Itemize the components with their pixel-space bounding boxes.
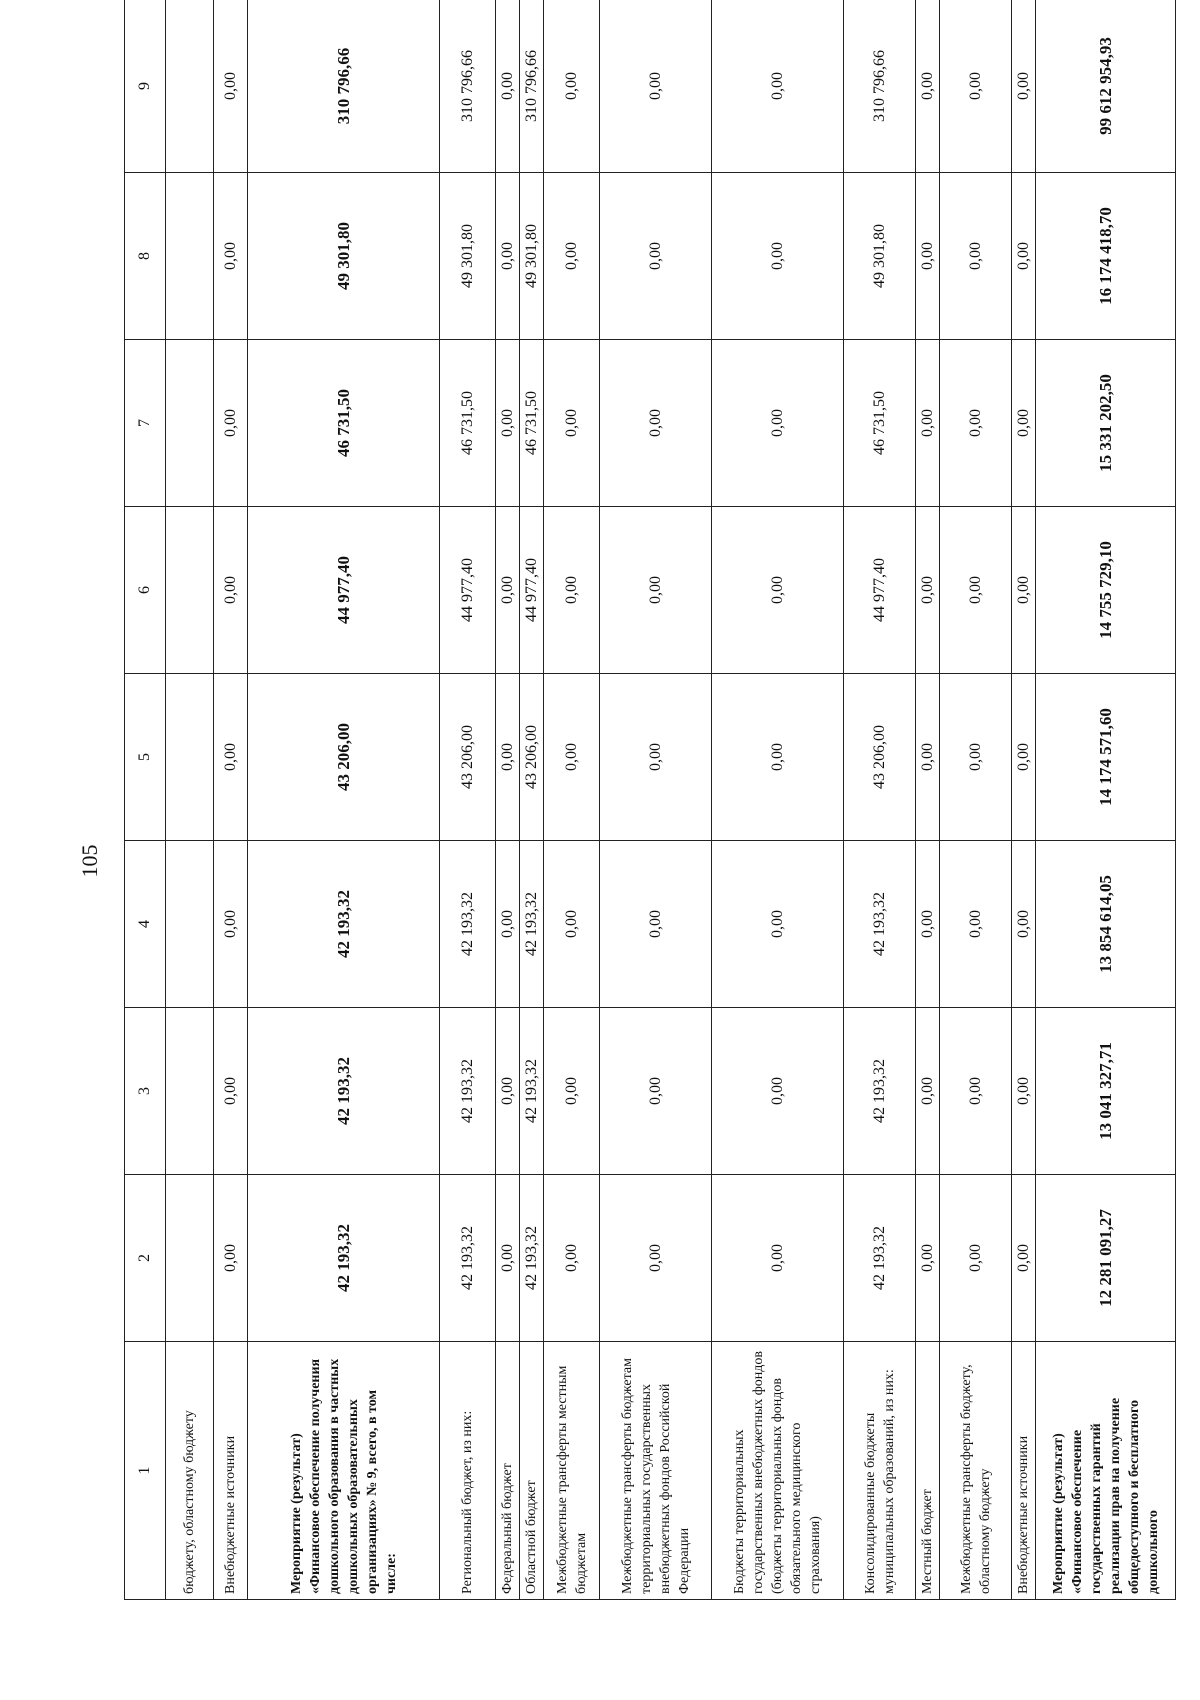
value-cell: 46 731,50 (520, 340, 544, 507)
value-cell: 0,00 (712, 507, 844, 674)
value-cell: 0,00 (940, 674, 1012, 841)
table-row (166, 0, 214, 1600)
value-cell: 0,00 (940, 340, 1012, 507)
row-label: бюджету, областному бюджету (166, 1342, 214, 1600)
value-cell: 0,00 (496, 1175, 520, 1342)
value-cell: 0,00 (1012, 0, 1036, 173)
value-cell: 0,00 (214, 1008, 248, 1175)
value-cell: 0,00 (1012, 173, 1036, 340)
table-row (712, 0, 844, 1600)
column-header: 8 (125, 173, 166, 340)
value-cell: 99 612 954,93 (1036, 0, 1176, 173)
value-cell: 0,00 (1012, 841, 1036, 1008)
table-row (916, 0, 940, 1600)
value-cell: 46 731,50 (844, 340, 916, 507)
table-row (440, 0, 496, 1600)
table-row (520, 0, 544, 1600)
column-header: 3 (125, 1008, 166, 1175)
value-cell: 0,00 (496, 340, 520, 507)
value-cell: 0,00 (496, 674, 520, 841)
page-number: 105 (77, 844, 102, 878)
row-label: Межбюджетные трансферты бюджету, областному бюджету (940, 1342, 1012, 1600)
value-cell: 0,00 (600, 841, 712, 1008)
table-row (600, 0, 712, 1600)
value-cell: 0,00 (916, 507, 940, 674)
value-cell: 42 193,32 (844, 1175, 916, 1342)
value-cell: 0,00 (496, 841, 520, 1008)
table-row (1036, 0, 1176, 1600)
value-cell: 0,00 (712, 0, 844, 173)
value-cell: 0,00 (544, 340, 600, 507)
value-cell: 0,00 (214, 507, 248, 674)
value-cell: 42 193,32 (844, 1008, 916, 1175)
value-cell: 44 977,40 (440, 507, 496, 674)
table-row (248, 0, 440, 1600)
value-cell: 42 193,32 (440, 841, 496, 1008)
value-cell: 42 193,32 (248, 1008, 440, 1175)
row-label: Межбюджетные трансферты местным бюджетам (544, 1342, 600, 1600)
value-cell: 0,00 (1012, 674, 1036, 841)
value-cell: 42 193,32 (440, 1175, 496, 1342)
row-label: Региональный бюджет, из них: (440, 1342, 496, 1600)
value-cell: 49 301,80 (440, 173, 496, 340)
value-cell: 0,00 (544, 173, 600, 340)
value-cell: 0,00 (712, 674, 844, 841)
value-cell: 46 731,50 (248, 340, 440, 507)
value-cell: 310 796,66 (248, 0, 440, 173)
value-cell: 43 206,00 (844, 674, 916, 841)
value-cell: 310 796,66 (844, 0, 916, 173)
value-cell: 0,00 (1012, 340, 1036, 507)
value-cell: 43 206,00 (440, 674, 496, 841)
value-cell: 0,00 (916, 841, 940, 1008)
row-label: Мероприятие (результат) «Финансовое обеспечение получения дошкольного образования в частных дошкольных образовательных организациях» № 9, всего, в том числе: (248, 1342, 440, 1600)
column-header: 7 (125, 340, 166, 507)
table-row (496, 0, 520, 1600)
value-cell: 42 193,32 (520, 1008, 544, 1175)
value-cell: 0,00 (600, 674, 712, 841)
value-cell: 14 174 571,60 (1036, 674, 1176, 841)
value-cell: 0,00 (712, 340, 844, 507)
value-cell: 0,00 (916, 340, 940, 507)
value-cell (166, 1008, 214, 1175)
value-cell: 0,00 (940, 173, 1012, 340)
value-cell: 0,00 (214, 841, 248, 1008)
value-cell (166, 674, 214, 841)
value-cell: 43 206,00 (520, 674, 544, 841)
value-cell: 0,00 (544, 674, 600, 841)
value-cell: 0,00 (1012, 507, 1036, 674)
table-row (1012, 0, 1036, 1600)
value-cell: 0,00 (940, 507, 1012, 674)
value-cell: 310 796,66 (440, 0, 496, 173)
value-cell: 0,00 (1012, 1175, 1036, 1342)
value-cell: 0,00 (544, 1008, 600, 1175)
table-row (940, 0, 1012, 1600)
value-cell: 0,00 (496, 0, 520, 173)
value-cell: 0,00 (214, 1175, 248, 1342)
column-header: 2 (125, 1175, 166, 1342)
budget-table (124, 0, 1176, 1600)
row-label: Областной бюджет (520, 1342, 544, 1600)
value-cell (166, 841, 214, 1008)
column-header: 9 (125, 0, 166, 173)
value-cell: 0,00 (214, 173, 248, 340)
row-label: Федеральный бюджет (496, 1342, 520, 1600)
column-header: 6 (125, 507, 166, 674)
value-cell: 0,00 (940, 1175, 1012, 1342)
value-cell: 43 206,00 (248, 674, 440, 841)
table-row (544, 0, 600, 1600)
value-cell: 46 731,50 (440, 340, 496, 507)
value-cell: 0,00 (544, 841, 600, 1008)
value-cell: 49 301,80 (844, 173, 916, 340)
value-cell: 0,00 (496, 1008, 520, 1175)
value-cell (166, 507, 214, 674)
value-cell: 0,00 (544, 507, 600, 674)
table-row (844, 0, 916, 1600)
value-cell: 0,00 (712, 841, 844, 1008)
value-cell: 15 331 202,50 (1036, 340, 1176, 507)
value-cell: 42 193,32 (520, 841, 544, 1008)
value-cell: 13 041 327,71 (1036, 1008, 1176, 1175)
value-cell: 0,00 (600, 507, 712, 674)
row-label: Внебюджетные источники (1012, 1342, 1036, 1600)
value-cell: 42 193,32 (520, 1175, 544, 1342)
value-cell: 13 854 614,05 (1036, 841, 1176, 1008)
value-cell: 16 174 418,70 (1036, 173, 1176, 340)
value-cell: 0,00 (214, 0, 248, 173)
value-cell: 0,00 (916, 1175, 940, 1342)
value-cell: 0,00 (544, 0, 600, 173)
row-label: Бюджеты территориальных государственных внебюджетных фондов (бюджеты территориальных фондов обязательного медицинского страхования) (712, 1342, 844, 1600)
value-cell: 0,00 (496, 173, 520, 340)
value-cell: 0,00 (940, 841, 1012, 1008)
header-row (125, 0, 166, 1600)
value-cell: 0,00 (600, 173, 712, 340)
value-cell: 44 977,40 (844, 507, 916, 674)
value-cell (166, 1175, 214, 1342)
column-header: 1 (125, 1342, 166, 1600)
value-cell: 49 301,80 (248, 173, 440, 340)
value-cell: 0,00 (496, 507, 520, 674)
table-body (125, 0, 1176, 1600)
value-cell: 0,00 (214, 340, 248, 507)
value-cell: 0,00 (600, 340, 712, 507)
value-cell: 42 193,32 (248, 1175, 440, 1342)
value-cell: 0,00 (544, 1175, 600, 1342)
value-cell: 0,00 (916, 173, 940, 340)
column-header: 5 (125, 674, 166, 841)
value-cell: 0,00 (712, 1175, 844, 1342)
row-label: Мероприятие (результат) «Финансовое обеспечение государственных гарантий реализации прав на получение общедоступного и бесплатного дошкольного (1036, 1342, 1176, 1600)
value-cell: 0,00 (600, 1008, 712, 1175)
value-cell: 0,00 (940, 1008, 1012, 1175)
value-cell: 0,00 (916, 0, 940, 173)
value-cell: 310 796,66 (520, 0, 544, 173)
row-label: Межбюджетные трансферты бюджетам территориальных государственных внебюджетных фондов Российской Федерации (600, 1342, 712, 1600)
value-cell: 0,00 (916, 1008, 940, 1175)
value-cell: 0,00 (916, 674, 940, 841)
row-label: Местный бюджет (916, 1342, 940, 1600)
table-row (214, 0, 248, 1600)
value-cell: 0,00 (940, 0, 1012, 173)
value-cell: 0,00 (214, 674, 248, 841)
value-cell: 0,00 (600, 1175, 712, 1342)
value-cell: 0,00 (712, 173, 844, 340)
value-cell: 12 281 091,27 (1036, 1175, 1176, 1342)
value-cell: 44 977,40 (520, 507, 544, 674)
value-cell: 14 755 729,10 (1036, 507, 1176, 674)
value-cell: 44 977,40 (248, 507, 440, 674)
rotated-table-container (124, 0, 1200, 1600)
value-cell (166, 340, 214, 507)
value-cell: 49 301,80 (520, 173, 544, 340)
row-label: Внебюджетные источники (214, 1342, 248, 1600)
column-header: 4 (125, 841, 166, 1008)
value-cell: 42 193,32 (440, 1008, 496, 1175)
value-cell: 42 193,32 (844, 841, 916, 1008)
value-cell: 0,00 (712, 1008, 844, 1175)
value-cell: 0,00 (1012, 1008, 1036, 1175)
value-cell (166, 173, 214, 340)
value-cell: 42 193,32 (248, 841, 440, 1008)
value-cell: 0,00 (600, 0, 712, 173)
row-label: Консолидированные бюджеты муниципальных образований, из них: (844, 1342, 916, 1600)
value-cell (166, 0, 214, 173)
